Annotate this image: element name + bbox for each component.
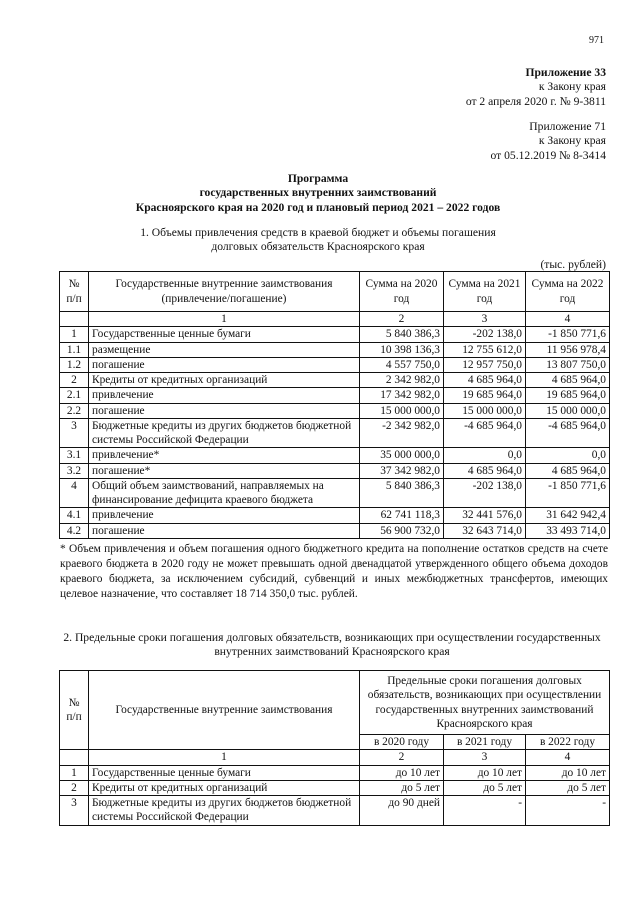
table-row xyxy=(60,448,610,463)
units-label: (тыс. рублей) xyxy=(540,258,606,271)
row-number: 2.2 xyxy=(60,403,89,418)
row-value-2020: до 10 лет xyxy=(360,765,444,780)
appendix-33-block xyxy=(466,66,606,109)
row-value-2022: -1 850 771,6 xyxy=(526,327,610,342)
row-name: Кредиты от кредитных организаций xyxy=(89,780,360,795)
row-value-2022: 0,0 xyxy=(526,448,610,463)
row-value-2021: 15 000 000,0 xyxy=(444,403,526,418)
appendix-71-date: от 05.12.2019 № 8-3414 xyxy=(490,148,606,162)
table-row xyxy=(60,403,610,418)
row-value-2020: 5 840 386,3 xyxy=(360,478,444,508)
row-value-2022: 4 685 964,0 xyxy=(526,463,610,478)
row-value-2022: 13 807 750,0 xyxy=(526,357,610,372)
table1-header-row xyxy=(60,272,610,312)
row-value-2020: 15 000 000,0 xyxy=(360,403,444,418)
table1-colnum-row xyxy=(60,312,610,327)
table1-colnum: 3 xyxy=(444,312,526,327)
table-row xyxy=(60,342,610,357)
row-value-2020: 37 342 982,0 xyxy=(360,463,444,478)
table-row xyxy=(60,418,610,448)
row-value-2021: 4 685 964,0 xyxy=(444,463,526,478)
row-value-2022: до 10 лет xyxy=(526,765,610,780)
table1-colnum: 1 xyxy=(89,312,360,327)
row-value-2021: 12 957 750,0 xyxy=(444,357,526,372)
program-title-line1: Программа xyxy=(287,172,349,185)
row-name: погашение xyxy=(89,357,360,372)
table1-header-2021: Сумма на 2021 год xyxy=(444,272,526,312)
row-number: 2.1 xyxy=(60,388,89,403)
repayment-terms-table xyxy=(59,670,610,826)
row-number: 1.2 xyxy=(60,357,89,372)
row-value-2020: 56 900 732,0 xyxy=(360,523,444,538)
program-title-line2: государственных внутренних заимствований xyxy=(199,186,437,200)
table-row xyxy=(60,765,610,780)
table1-header-num: № п/п xyxy=(60,272,89,312)
row-value-2020: 10 398 136,3 xyxy=(360,342,444,357)
row-name: размещение xyxy=(89,342,360,357)
program-title-line3: Красноярского края на 2020 год и плановый период 2021 – 2022 годов xyxy=(135,200,501,214)
appendix-33-date: от 2 апреля 2020 г. № 9-3811 xyxy=(465,94,606,108)
table-row xyxy=(60,388,610,403)
table1-colnum: 2 xyxy=(360,312,444,327)
table1-header-2022: Сумма на 2022 год xyxy=(526,272,610,312)
table2-colnum: 2 xyxy=(360,750,444,765)
footnote: * Объем привлечения и объем погашения одного бюджетного кредита на пополнение остатков средств на счете краевого бюджета в 2020 году не может превышать одной двенадцатой утвержденного общего объема доходов краевого бюджета, за исключением субсидий, субвенций и иных межбюджетных трансфертов, имеющих целевое назначение, что составляет 18 714 350,0 тыс. рублей. xyxy=(60,543,608,601)
table2-header-name: Государственные внутренние заимствования xyxy=(89,671,360,750)
table-row xyxy=(60,478,610,508)
row-number: 4 xyxy=(60,478,89,508)
page-number: 971 xyxy=(589,35,604,46)
table2-colnum-row xyxy=(60,750,610,765)
table-row xyxy=(60,357,610,372)
row-value-2020: 62 741 118,3 xyxy=(360,508,444,523)
table-row xyxy=(60,780,610,795)
table2-header-2022: в 2022 году xyxy=(526,735,610,750)
borrowing-volumes-table xyxy=(59,271,610,539)
table2-header-row xyxy=(60,671,610,735)
row-number: 3 xyxy=(60,418,89,448)
table-row xyxy=(60,523,610,538)
row-name: Государственные ценные бумаги xyxy=(89,765,360,780)
row-value-2020: 5 840 386,3 xyxy=(360,327,444,342)
row-value-2022: 4 685 964,0 xyxy=(526,373,610,388)
table1-header-name: Государственные внутренние заимствования (привлечение/погашение) xyxy=(89,272,360,312)
row-value-2021: до 10 лет xyxy=(444,765,526,780)
row-value-2022: 31 642 942,4 xyxy=(526,508,610,523)
section2-title-line1: 2. Предельные сроки погашения долговых обязательств, возникающих при осуществлении государственных xyxy=(63,631,601,644)
row-name: погашение* xyxy=(89,463,360,478)
section1-title-line2: долговых обязательств Красноярского края xyxy=(211,240,425,254)
table2-colnum: 4 xyxy=(526,750,610,765)
table-row xyxy=(60,508,610,523)
row-value-2022: - xyxy=(526,796,610,826)
row-value-2021: -4 685 964,0 xyxy=(444,418,526,448)
row-number: 3.1 xyxy=(60,448,89,463)
row-value-2020: -2 342 982,0 xyxy=(360,418,444,448)
row-number: 3 xyxy=(60,796,89,826)
row-name: Общий объем заимствований, направляемых на финансирование дефицита краевого бюджета xyxy=(89,478,360,508)
row-number: 2 xyxy=(60,373,89,388)
table2-colnum-blank xyxy=(60,750,89,765)
table1-colnum-blank xyxy=(60,312,89,327)
row-value-2021: до 5 лет xyxy=(444,780,526,795)
appendix-33-law: к Закону края xyxy=(538,80,606,94)
table-row xyxy=(60,373,610,388)
row-value-2022: -1 850 771,6 xyxy=(526,478,610,508)
row-value-2022: 33 493 714,0 xyxy=(526,523,610,538)
table2-header-num: № п/п xyxy=(60,671,89,750)
row-name: Кредиты от кредитных организаций xyxy=(89,373,360,388)
section1-title xyxy=(60,226,576,255)
row-number: 1 xyxy=(60,765,89,780)
table2-header-2020: в 2020 году xyxy=(360,735,444,750)
row-value-2022: 19 685 964,0 xyxy=(526,388,610,403)
row-value-2021: - xyxy=(444,796,526,826)
row-name: погашение xyxy=(89,523,360,538)
table2-header-2021: в 2021 году xyxy=(444,735,526,750)
row-value-2022: 11 956 978,4 xyxy=(526,342,610,357)
section2-title xyxy=(40,631,624,660)
row-value-2020: 17 342 982,0 xyxy=(360,388,444,403)
section2-title-line2: внутренних заимствований Красноярского края xyxy=(214,645,450,659)
table-row xyxy=(60,327,610,342)
appendix-71-block xyxy=(491,120,607,163)
table2-colnum: 3 xyxy=(444,750,526,765)
table-row xyxy=(60,463,610,478)
row-name: Государственные ценные бумаги xyxy=(89,327,360,342)
row-number: 4.1 xyxy=(60,508,89,523)
row-value-2021: 12 755 612,0 xyxy=(444,342,526,357)
row-value-2021: 32 441 576,0 xyxy=(444,508,526,523)
row-value-2021: 4 685 964,0 xyxy=(444,373,526,388)
row-number: 1 xyxy=(60,327,89,342)
section1-title-line1: 1. Объемы привлечения средств в краевой бюджет и объемы погашения xyxy=(140,226,496,239)
row-name: Бюджетные кредиты из других бюджетов бюджетной системы Российской Федерации xyxy=(89,796,360,826)
row-name: привлечение* xyxy=(89,448,360,463)
row-number: 1.1 xyxy=(60,342,89,357)
row-value-2022: 15 000 000,0 xyxy=(526,403,610,418)
row-name: привлечение xyxy=(89,508,360,523)
appendix-71-title: Приложение 71 xyxy=(529,120,606,133)
row-number: 3.2 xyxy=(60,463,89,478)
table2-colnum: 1 xyxy=(89,750,360,765)
table2-header-group: Предельные сроки погашения долговых обязательств, возникающих при осуществлении государственных внутренних заимствований Красноярского края xyxy=(360,671,610,735)
row-value-2020: 2 342 982,0 xyxy=(360,373,444,388)
row-name: погашение xyxy=(89,403,360,418)
row-name: привлечение xyxy=(89,388,360,403)
row-value-2021: 19 685 964,0 xyxy=(444,388,526,403)
row-value-2020: до 5 лет xyxy=(360,780,444,795)
appendix-71-law: к Закону края xyxy=(538,134,606,148)
row-value-2022: -4 685 964,0 xyxy=(526,418,610,448)
row-number: 2 xyxy=(60,780,89,795)
row-value-2021: 0,0 xyxy=(444,448,526,463)
appendix-33-title: Приложение 33 xyxy=(525,66,606,79)
row-value-2020: 4 557 750,0 xyxy=(360,357,444,372)
row-value-2021: 32 643 714,0 xyxy=(444,523,526,538)
row-value-2022: до 5 лет xyxy=(526,780,610,795)
row-value-2020: до 90 дней xyxy=(360,796,444,826)
table-row xyxy=(60,796,610,826)
row-number: 4.2 xyxy=(60,523,89,538)
table1-header-2020: Сумма на 2020 год xyxy=(360,272,444,312)
program-title xyxy=(60,172,576,215)
row-name: Бюджетные кредиты из других бюджетов бюджетной системы Российской Федерации xyxy=(89,418,360,448)
row-value-2021: -202 138,0 xyxy=(444,478,526,508)
table1-colnum: 4 xyxy=(526,312,610,327)
row-value-2020: 35 000 000,0 xyxy=(360,448,444,463)
row-value-2021: -202 138,0 xyxy=(444,327,526,342)
